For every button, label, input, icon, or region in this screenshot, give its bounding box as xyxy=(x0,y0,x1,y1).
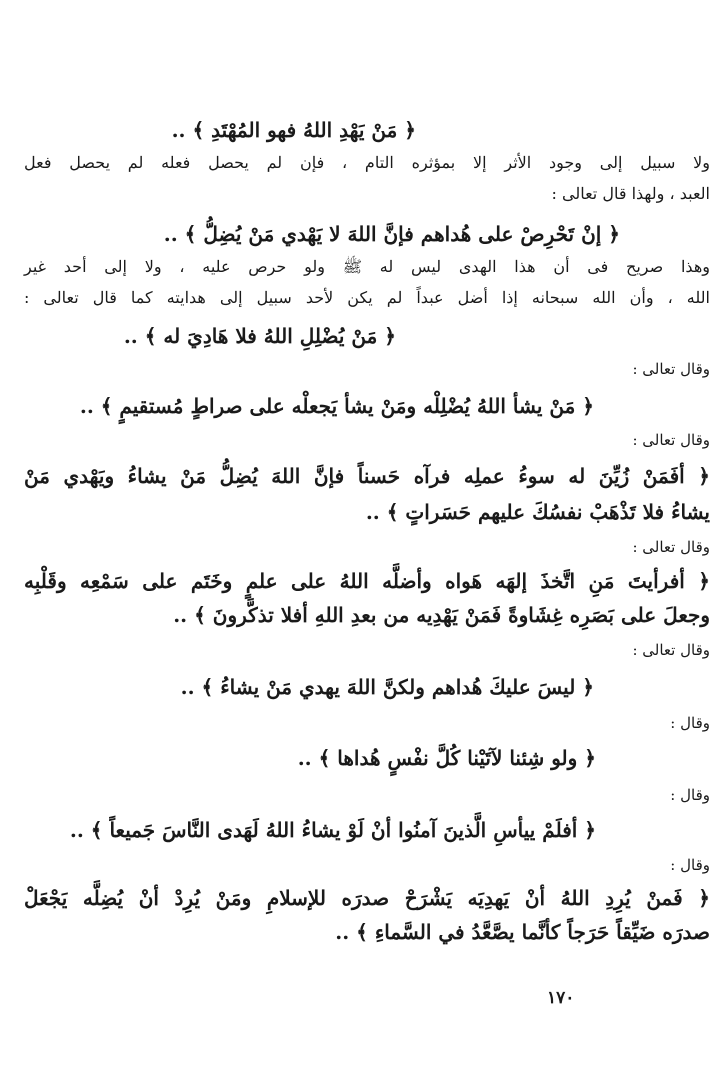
quran-verse-line: وجعلَ على بَصَرِه غِشَاوةً فَمَنْ يَهْدِيه من بعدِ اللهِ أفلا تذكَّرونَ ﴾ .. xyxy=(173,603,710,627)
quran-verse-line: ﴿ فَمنْ يُرِدِ اللهُ أنْ يَهدِيَه يَشْرَحْ صدرَه للإسلامِ ومَنْ يُرِدْ أنْ يُضِلَّه يَجْعَلْ xyxy=(24,886,710,910)
speech-intro-line: وقال تعالى : xyxy=(632,538,710,556)
prose-line: ولا سبيل إلى وجود الأثر إلا بمؤثره التام ، فإن لم يحصل فعله لم يحصل فعل xyxy=(24,153,710,172)
speech-intro-line: وقال : xyxy=(670,786,710,804)
quran-verse-line: ﴿ إنْ تَحْرِصْ على هُداهم فإنَّ اللهَ لا يَهْدي مَنْ يُضِلُّ ﴾ .. xyxy=(163,222,620,246)
quran-verse-line: ﴿ مَنْ يَهْدِ اللهُ فهو المُهْتَدِ ﴾ .. xyxy=(171,118,416,142)
quran-verse-line: ﴿ ولو شِئنا لآتَيْنا كُلَّ نفْسٍ هُداها ﴾ .. xyxy=(297,746,596,770)
page-number: ١٧٠ xyxy=(547,988,575,1008)
quran-verse-line: ﴿ مَنْ يشأ اللهُ يُضْلِلْه ومَنْ يشأ يَجعلْه على صراطٍ مُستقيمٍ ﴾ .. xyxy=(79,394,594,418)
speech-intro-line: وقال تعالى : xyxy=(632,431,710,449)
quran-verse-line: ﴿ أفرأيتَ مَنِ اتَّخذَ إلهَه هَواه وأضلَّه اللهُ على علمٍ وخَتَم على سَمْعِه وقَلْبِه xyxy=(24,569,710,593)
quran-verse-line: ﴿ أفَمَنْ زُيِّنَ له سوءُ عملِه فرآه حَسناً فإنَّ اللهَ يُضِلُّ مَنْ يشاءُ ويَهْدي مَنْ xyxy=(24,464,710,488)
speech-intro-line: وقال تعالى : xyxy=(632,360,710,378)
prose-line: الله ، وأن الله سبحانه إذا أضل عبداً لم يكن لأحد سبيل إلى هدايته كما قال تعالى : xyxy=(24,288,710,307)
quran-verse-line: ﴿ مَنْ يُضْلِلِ اللهُ فلا هَادِيَ له ﴾ .. xyxy=(123,324,396,348)
speech-intro-line: وقال تعالى : xyxy=(632,641,710,659)
prose-line: العبد ، ولهذا قال تعالى : xyxy=(551,184,710,203)
speech-intro-line: وقال : xyxy=(670,856,710,874)
quran-verse-line: ﴿ ليسَ عليكَ هُداهم ولكنَّ اللهَ يهدي مَنْ يشاءُ ﴾ .. xyxy=(180,675,594,699)
quran-verse-line: ﴿ أفلَمْ ييأسِ الَّذينَ آمنُوا أنْ لَوْ يشاءُ اللهُ لَهَدى النَّاسَ جَميعاً ﴾ .. xyxy=(69,818,596,842)
prose-line: وهذا صريح فى أن هذا الهدى ليس له ﷺ ولو حرص عليه ، ولا إلى أحد غير xyxy=(24,257,710,276)
quran-verse-line: صدرَه ضَيِّقاً حَرَجاً كأنَّما يصَّعَّدُ في السَّماءِ ﴾ .. xyxy=(335,920,710,944)
speech-intro-line: وقال : xyxy=(670,714,710,732)
quran-verse-line: يشاءُ فلا تَذْهَبْ نفسُكَ عليهم حَسَراتٍ ﴾ .. xyxy=(365,500,710,524)
